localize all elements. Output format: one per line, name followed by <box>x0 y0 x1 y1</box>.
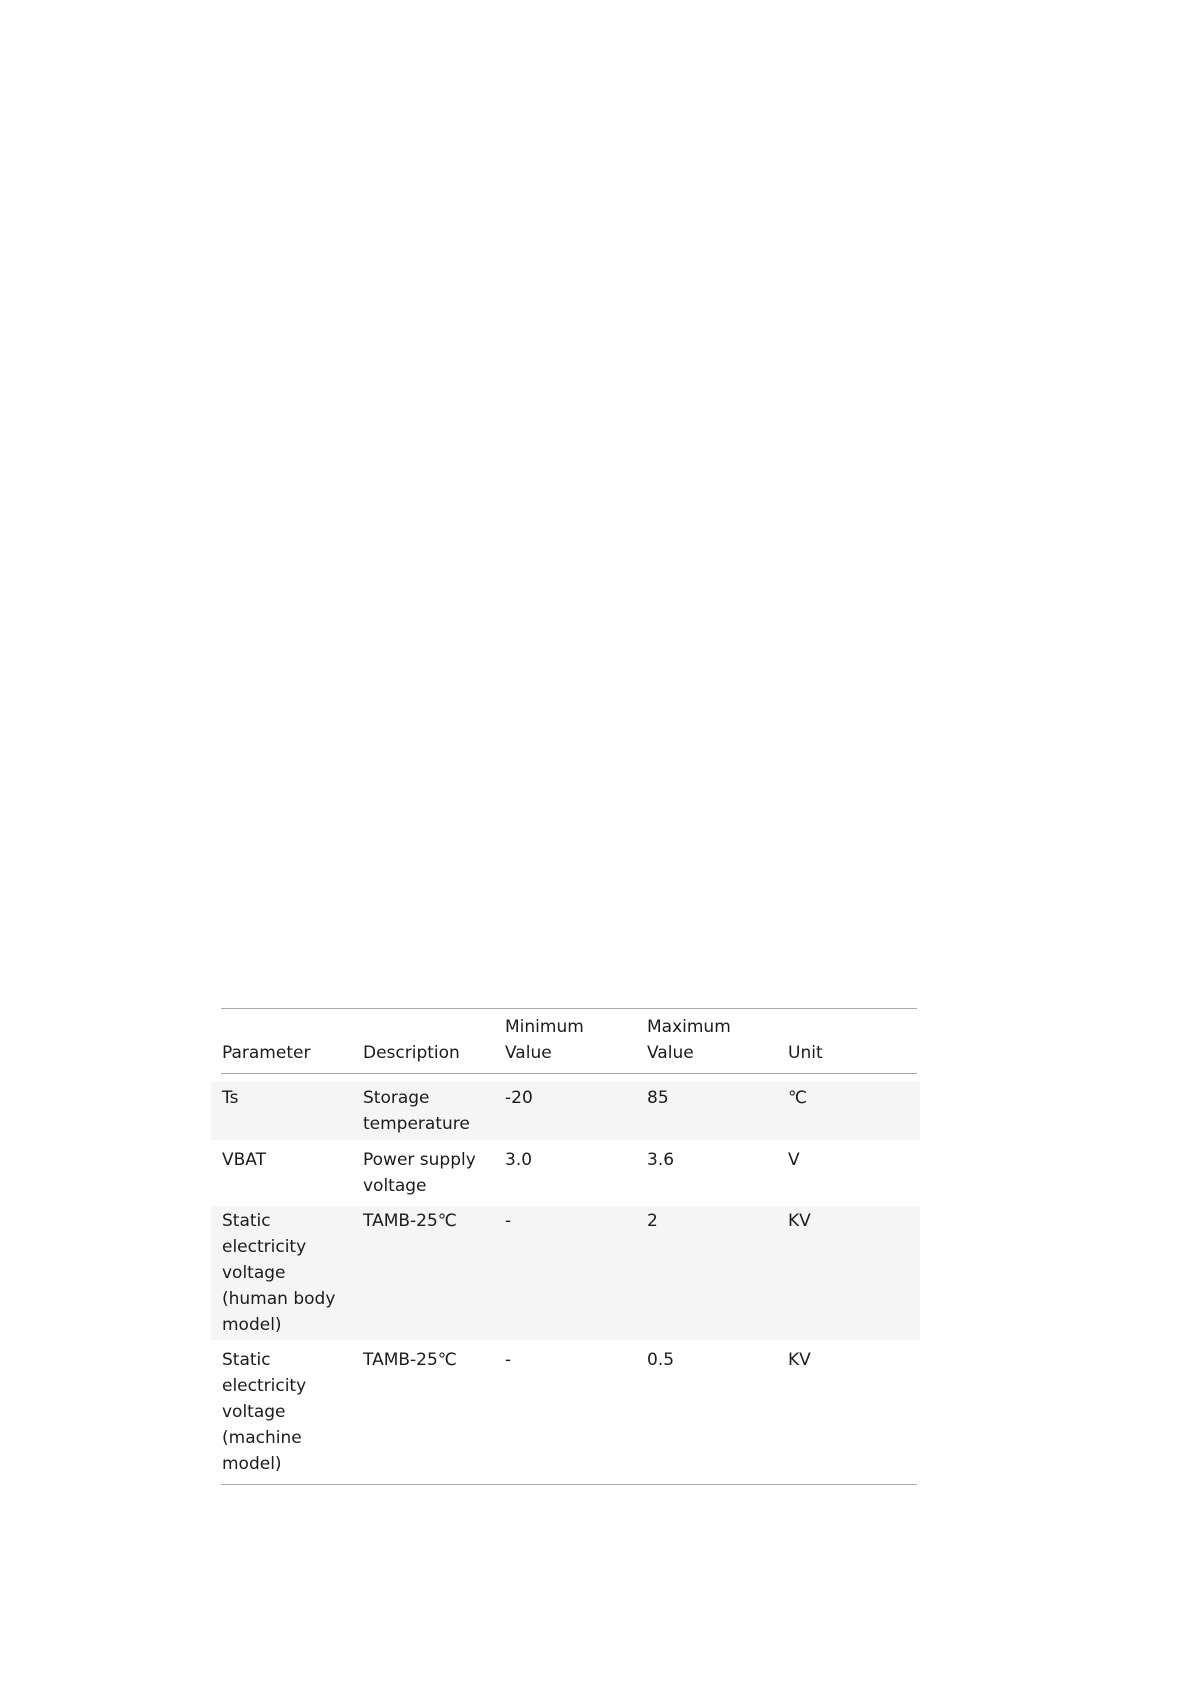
cell-description: TAMB-25℃ <box>363 1350 457 1370</box>
cell-parameter: Ts <box>222 1088 239 1108</box>
cell-unit: ℃ <box>788 1088 808 1108</box>
header-cell-minimum-value <box>505 1014 647 1066</box>
header-bottom-rule <box>221 1073 917 1074</box>
cell-minimum: - <box>505 1350 512 1370</box>
header-cell-description <box>363 1040 505 1066</box>
table-bottom-rule <box>221 1484 917 1485</box>
cell-description: Power supply voltage <box>363 1150 476 1196</box>
table-row <box>211 1206 920 1340</box>
cell-parameter: VBAT <box>222 1150 266 1170</box>
header-cell-parameter <box>222 1040 363 1066</box>
cell-description: TAMB-25℃ <box>363 1211 457 1231</box>
header-label-minimum: Minimum <box>505 1017 584 1037</box>
header-cell-maximum-value <box>647 1014 788 1066</box>
cell-minimum: 3.0 <box>505 1150 533 1170</box>
cell-unit: V <box>788 1150 800 1170</box>
cell-parameter: Static electricity voltage (human body model) <box>222 1211 336 1335</box>
header-label-maximum-value: Value <box>647 1043 694 1063</box>
cell-maximum: 2 <box>647 1211 658 1231</box>
header-label-maximum: Maximum <box>647 1017 731 1037</box>
cell-parameter: Static electricity voltage (machine model) <box>222 1350 307 1474</box>
table-row <box>211 1082 920 1140</box>
header-label-minimum-value: Value <box>505 1043 552 1063</box>
spec-table <box>211 1008 920 1485</box>
cell-minimum: -20 <box>505 1088 533 1108</box>
cell-description: Storage temperature <box>363 1088 470 1134</box>
header-label-unit: Unit <box>788 1043 823 1063</box>
header-label-description: Description <box>363 1043 460 1063</box>
cell-unit: KV <box>788 1211 811 1231</box>
header-cell-unit <box>788 1040 920 1066</box>
table-row <box>211 1340 920 1484</box>
table-body <box>211 1082 920 1484</box>
cell-maximum: 3.6 <box>647 1150 675 1170</box>
header-label-parameter: Parameter <box>222 1043 311 1063</box>
cell-minimum: - <box>505 1211 512 1231</box>
table-header-row <box>211 1009 920 1073</box>
table-row <box>211 1140 920 1206</box>
cell-unit: KV <box>788 1350 811 1370</box>
cell-maximum: 0.5 <box>647 1350 675 1370</box>
cell-maximum: 85 <box>647 1088 669 1108</box>
